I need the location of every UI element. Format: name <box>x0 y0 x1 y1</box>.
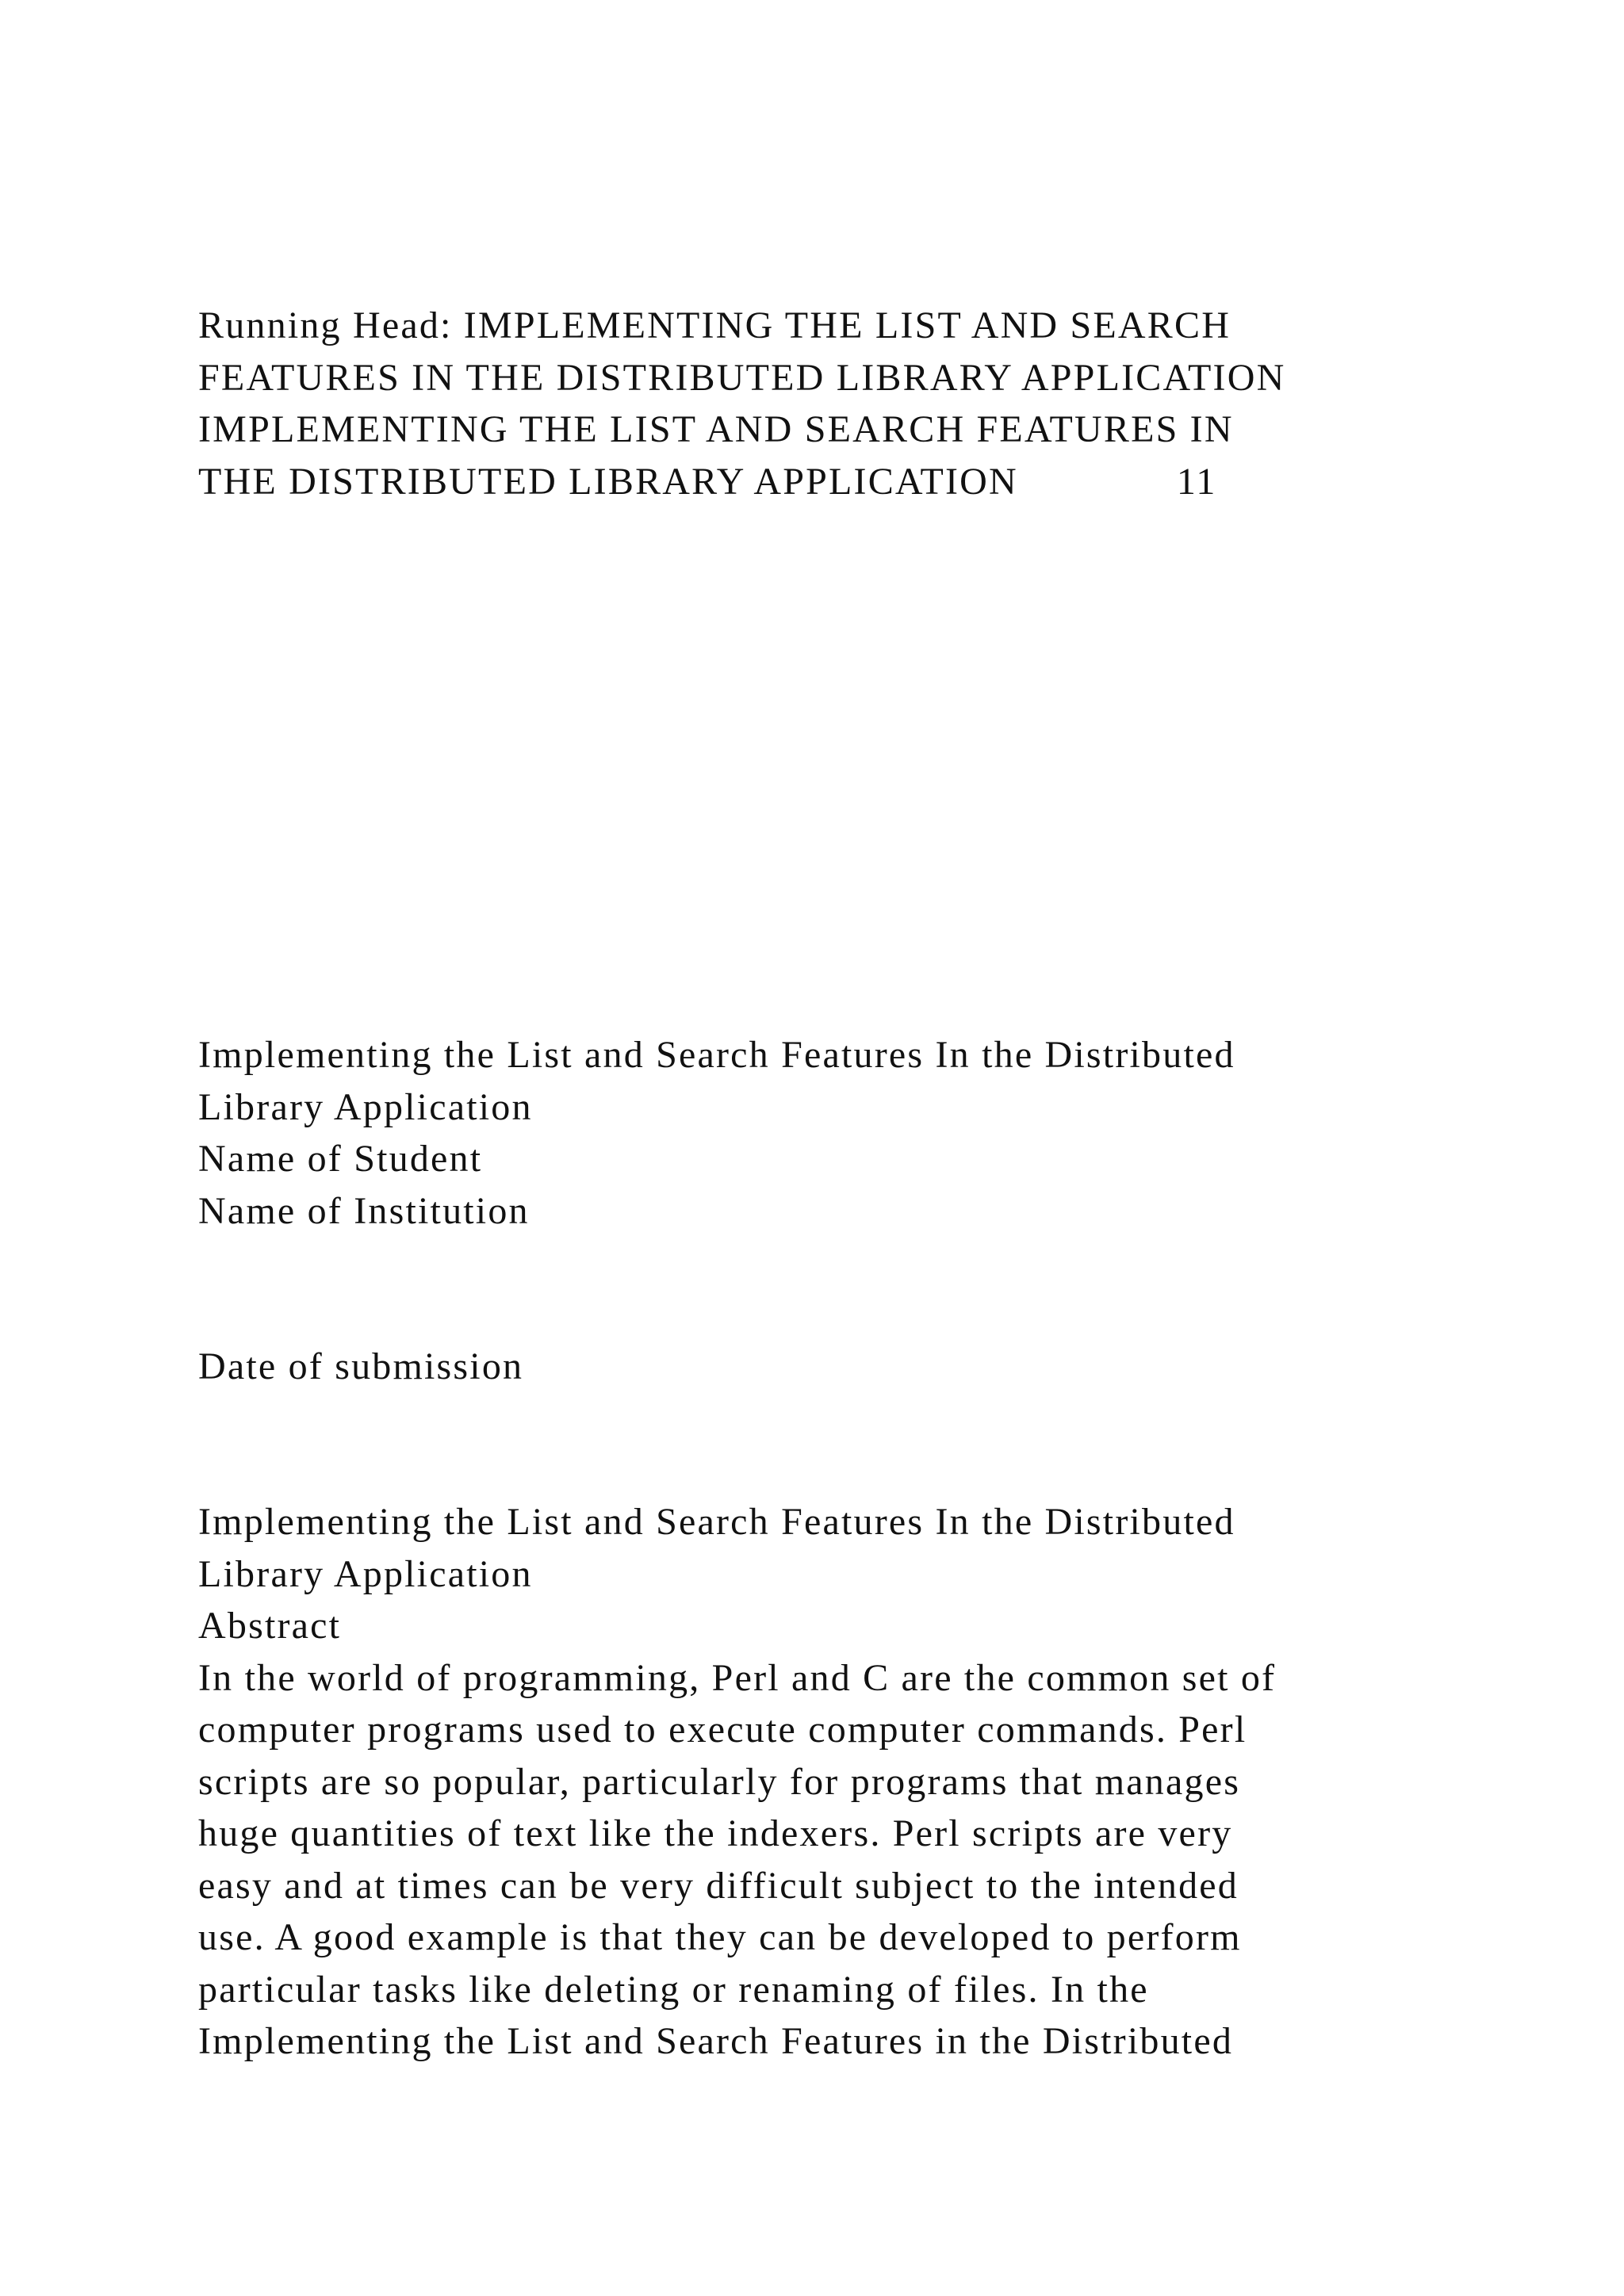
body-title-line: Implementing the List and Search Features In the Distributed <box>198 1501 1235 1543</box>
abstract-text-line: scripts are so popular, particularly for programs that manages <box>198 1760 1241 1803</box>
abstract-text-line: particular tasks like deleting or renaming of files. In the <box>198 1968 1149 2011</box>
title-page-block <box>198 1029 1499 1237</box>
body-title-line: Library Application <box>198 1552 533 1595</box>
abstract-text-line: Implementing the List and Search Features in the Distributed <box>198 2020 1234 2062</box>
abstract-text-line: huge quantities of text like the indexers. Perl scripts are very <box>198 1812 1233 1854</box>
running-head-line: THE DISTRIBUTED LIBRARY APPLICATION <box>198 460 1018 503</box>
paper-title-line: Library Application <box>198 1085 533 1128</box>
running-head-line-with-page-number <box>198 456 1499 508</box>
running-head-line: IMPLEMENTING THE LIST AND SEARCH FEATURES IN <box>198 408 1234 450</box>
running-head-line: Running Head: IMPLEMENTING THE LIST AND SEARCH <box>198 304 1231 346</box>
submission-date-block <box>198 1341 1499 1393</box>
abstract-heading: Abstract <box>198 1605 342 1647</box>
body-section <box>198 1496 1499 2068</box>
abstract-text-line: easy and at times can be very difficult subject to the intended <box>198 1864 1239 1907</box>
abstract-text-line: use. A good example is that they can be developed to perform <box>198 1916 1242 1958</box>
abstract-text-line: computer programs used to execute computer commands. Perl <box>198 1709 1247 1751</box>
paper-title-line: Implementing the List and Search Features In the Distributed <box>198 1034 1235 1076</box>
page-number: 11 <box>1176 460 1217 503</box>
running-head-line: FEATURES IN THE DISTRIBUTED LIBRARY APPLICATION <box>198 356 1286 399</box>
submission-date: Date of submission <box>198 1345 524 1387</box>
abstract-text-line: In the world of programming, Perl and C are the common set of <box>198 1656 1277 1699</box>
running-head <box>198 300 1499 507</box>
student-name: Name of Student <box>198 1138 483 1180</box>
institution-name: Name of Institution <box>198 1189 530 1232</box>
